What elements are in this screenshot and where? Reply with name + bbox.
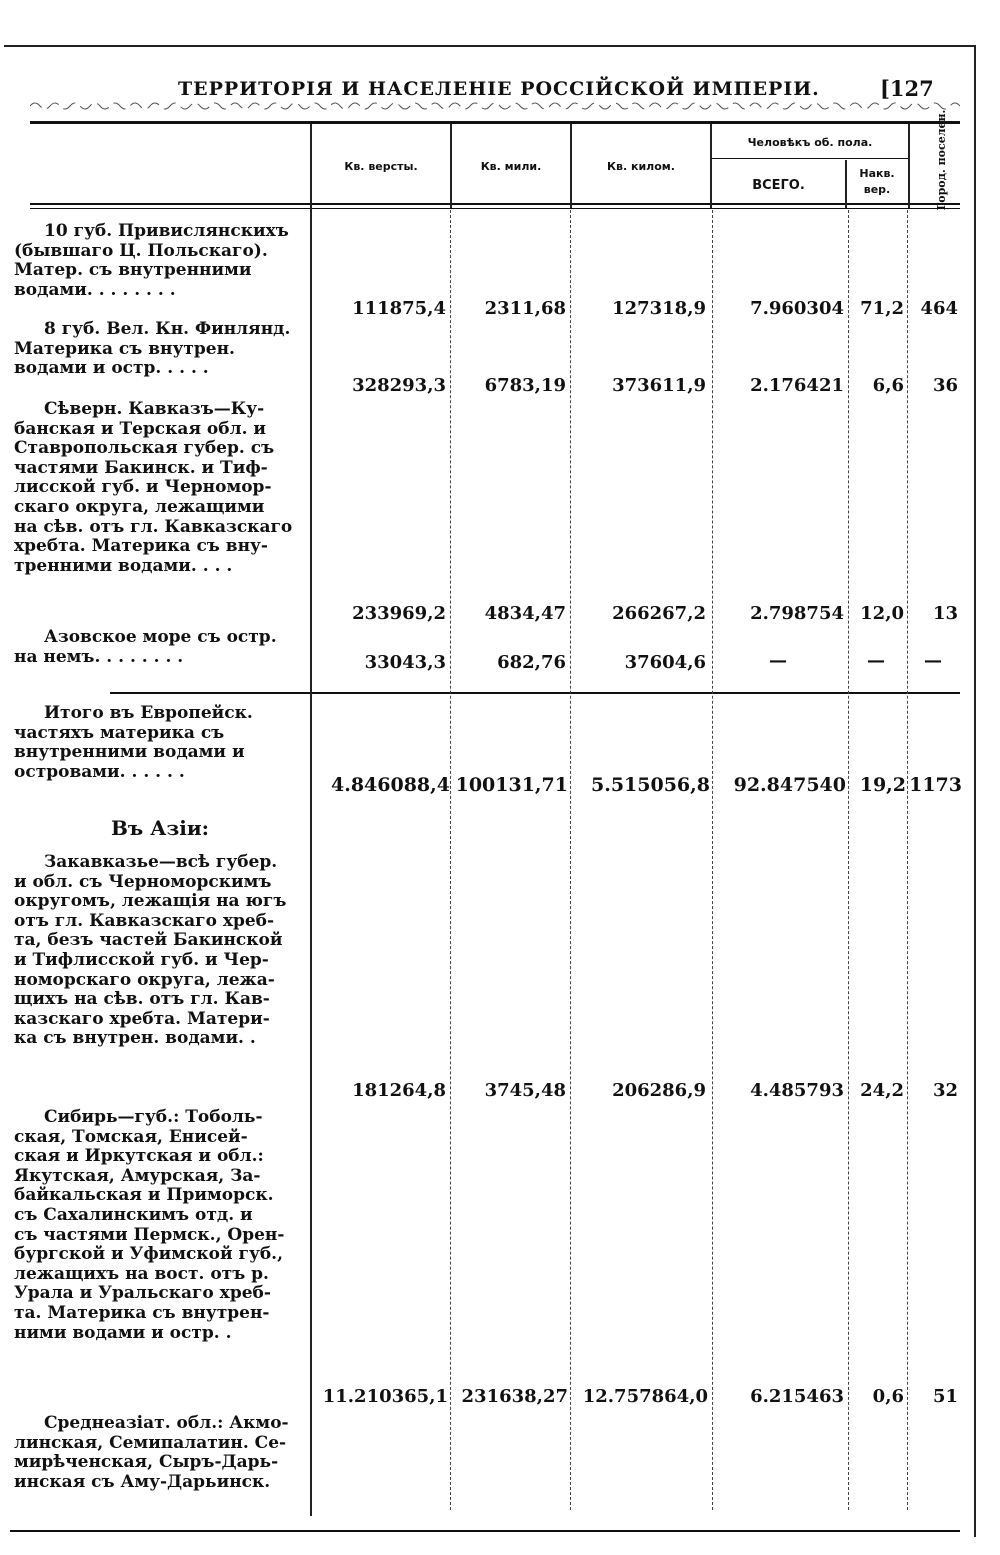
decorative-wavy-rule (30, 100, 960, 112)
col-rule-4 (712, 210, 713, 1510)
header-towns: Город. поселен. (935, 109, 948, 211)
total-sq-miles: 100131,71 (455, 774, 568, 796)
cell-sq-miles: 2311,68 (484, 298, 566, 319)
row-desc-total-europe (14, 704, 306, 782)
header-population-group: Человѣкъ об. пола. (747, 136, 873, 149)
desc-line: скаго округа, лежащими (14, 496, 265, 517)
desc-line: бургской и Уфимской губ., (14, 1244, 284, 1265)
cell-population: 7.960304 (750, 298, 844, 319)
row-desc-finland (14, 320, 306, 379)
cell-population: 6.215463 (750, 1386, 844, 1407)
desc-line: ская и Иркутская и обл.: (14, 1146, 264, 1167)
col-rule-1 (310, 124, 312, 1516)
table-top-rule (30, 121, 960, 124)
group-header-rule (710, 158, 908, 159)
desc-line: та, безъ частей Бакинской (14, 930, 283, 951)
desc-line: ка съ внутрен. водами. . (14, 1028, 256, 1049)
asia-heading: Въ Азіи: (110, 816, 210, 840)
desc-line: та. Материка съ внутрен- (14, 1302, 270, 1323)
desc-line: Якутская, Амурская, За- (14, 1165, 261, 1186)
desc-line: линская, Семипалатин. Се- (14, 1432, 287, 1453)
desc-line: частяхъ материка съ (14, 722, 225, 743)
cell-sq-miles: 6783,19 (484, 375, 566, 396)
col-rule-5-head (845, 160, 847, 208)
desc-line: водами и остр. . . . . (14, 358, 209, 379)
cell-population: 2.176421 (750, 375, 844, 396)
header-total: ВСЕГО. (752, 178, 805, 193)
cell-towns: 36 (932, 375, 958, 396)
total-sq-versts: 4.846088,4 (331, 774, 450, 796)
desc-line: Азовское море съ остр. (44, 627, 277, 647)
desc-line: 8 губ. Вел. Кн. Финлянд. (44, 319, 291, 339)
cell-towns: 13 (932, 603, 958, 624)
cell-sq-miles: 231638,27 (461, 1386, 568, 1407)
row-desc-transcaucasia (14, 853, 306, 1049)
cell-sq-versts: 11.210365,1 (322, 1386, 448, 1407)
desc-line: Ставропольская губер. съ (14, 438, 275, 459)
cell-towns: 32 (932, 1080, 958, 1101)
page-number: [127 (880, 76, 934, 101)
desc-line: отъ гл. Кавказскаго хреб- (14, 910, 275, 931)
desc-line: Итого въ Европейск. (44, 703, 253, 723)
cell-population: 2.798754 (750, 603, 844, 624)
cell-sq-versts: 111875,4 (352, 298, 446, 319)
desc-line: внутренними водами и (14, 742, 245, 763)
header-sq-miles: Кв. мили. (480, 160, 542, 173)
header-density: Накв. вер. (859, 167, 895, 196)
cell-sq-versts: 233969,2 (352, 603, 446, 624)
desc-line: инская съ Аму-Дарьинск. (14, 1471, 271, 1492)
cell-towns: 464 (920, 298, 958, 319)
cell-sq-km: 373611,9 (612, 375, 706, 396)
desc-line: частями Бакинск. и Тиф- (14, 457, 268, 478)
desc-line: казскаго хребта. Матери- (14, 1008, 270, 1029)
desc-line: щихъ на сѣв. отъ гл. Кав- (14, 989, 270, 1010)
total-towns: 1173 (909, 774, 962, 796)
cell-density: 71,2 (860, 298, 904, 319)
desc-line: островами. . . . . . (14, 761, 185, 782)
cell-density: 0,6 (872, 1386, 904, 1407)
cell-sq-km: 127318,9 (612, 298, 706, 319)
col-rule-5 (848, 210, 849, 1510)
header-bottom-rule (30, 203, 960, 205)
desc-line: Урала и Уральскаго хреб- (14, 1283, 271, 1304)
cell-density: 12,0 (860, 603, 904, 624)
desc-line: номорскаго округа, лежа- (14, 969, 275, 990)
cell-sq-km: 12.757864,0 (582, 1386, 708, 1407)
cell-towns: 51 (932, 1386, 958, 1407)
desc-line: на немъ. . . . . . . . (14, 646, 184, 667)
desc-line: (бывшаго Ц. Польскаго). (14, 240, 268, 261)
cell-sq-versts: 33043,3 (364, 652, 446, 673)
row-desc-privislinsk (14, 222, 306, 300)
desc-line: съ частями Пермск., Орен- (14, 1224, 285, 1245)
cell-sq-miles: 4834,47 (484, 603, 566, 624)
desc-line: тренними водами. . . . (14, 555, 233, 576)
header-sq-km: Кв. килом. (607, 160, 675, 173)
cell-sq-km: 206286,9 (612, 1080, 706, 1101)
desc-line: байкальская и Приморск. (14, 1185, 274, 1206)
row-desc-siberia (14, 1108, 306, 1343)
cell-population-empty: — (769, 650, 787, 671)
desc-line: на сѣв. отъ гл. Кавказскаго (14, 516, 293, 537)
running-title: ТЕРРИТОРІЯ И НАСЕЛЕНІЕ РОССІЙСКОЙ ИМПЕРІИ. (178, 78, 820, 100)
desc-line: Материка съ внутрен. (14, 338, 235, 359)
cell-sq-miles: 682,76 (497, 652, 566, 673)
header-bottom-rule-2 (30, 208, 960, 209)
cell-sq-km: 37604,6 (624, 652, 706, 673)
cell-towns-empty: — (924, 650, 942, 671)
cell-sq-versts: 181264,8 (352, 1080, 446, 1101)
subtotal-rule (110, 692, 960, 694)
desc-line: лисской губ. и Черномор- (14, 477, 272, 498)
col-rule-6-head (908, 124, 910, 208)
cell-sq-km: 266267,2 (612, 603, 706, 624)
desc-line: 10 губ. Привислянскихъ (44, 221, 289, 241)
col-rule-6 (907, 210, 908, 1510)
desc-line: Среднеазіат. обл.: Акмо- (44, 1413, 289, 1433)
desc-line: Матер. съ внутренними (14, 260, 252, 281)
desc-line: мирѣченская, Сыръ-Дарь- (14, 1452, 279, 1473)
desc-line: Закавказье—всѣ губер. (44, 852, 278, 872)
desc-line: округомъ, лежащія на югъ (14, 891, 287, 912)
header-sq-versts: Кв. версты. (344, 160, 418, 173)
desc-line: Сибирь—губ.: Тоболь- (44, 1107, 263, 1127)
desc-line: и обл. съ Черноморскимъ (14, 871, 272, 892)
desc-line: съ Сахалинскимъ отд. и (14, 1204, 253, 1225)
total-sq-km: 5.515056,8 (591, 774, 710, 796)
total-density: 19,2 (859, 774, 906, 796)
desc-line: Сѣверн. Кавказъ—Ку- (44, 399, 265, 419)
desc-line: лежащихъ на вост. отъ р. (14, 1263, 269, 1284)
cell-density-empty: — (867, 650, 885, 671)
desc-line: водами. . . . . . . . (14, 279, 176, 300)
desc-line: ними водами и остр. . (14, 1322, 232, 1343)
desc-line: банская и Терская обл. и (14, 418, 267, 439)
cell-density: 24,2 (860, 1080, 904, 1101)
bottom-rule (10, 1530, 960, 1532)
cell-sq-miles: 3745,48 (484, 1080, 566, 1101)
row-desc-azov (14, 628, 306, 667)
col-rule-2 (450, 210, 451, 1510)
cell-sq-versts: 328293,3 (352, 375, 446, 396)
col-rule-3 (570, 210, 571, 1510)
cell-population: 4.485793 (750, 1080, 844, 1101)
desc-line: хребта. Материка съ вну- (14, 536, 268, 557)
row-desc-central-asia (14, 1414, 306, 1492)
row-desc-north-caucasus (14, 400, 306, 576)
cell-density: 6,6 (872, 375, 904, 396)
desc-line: ская, Томская, Енисей- (14, 1126, 248, 1147)
desc-line: и Тифлисской губ. и Чер- (14, 949, 269, 970)
total-population: 92.847540 (733, 774, 846, 796)
